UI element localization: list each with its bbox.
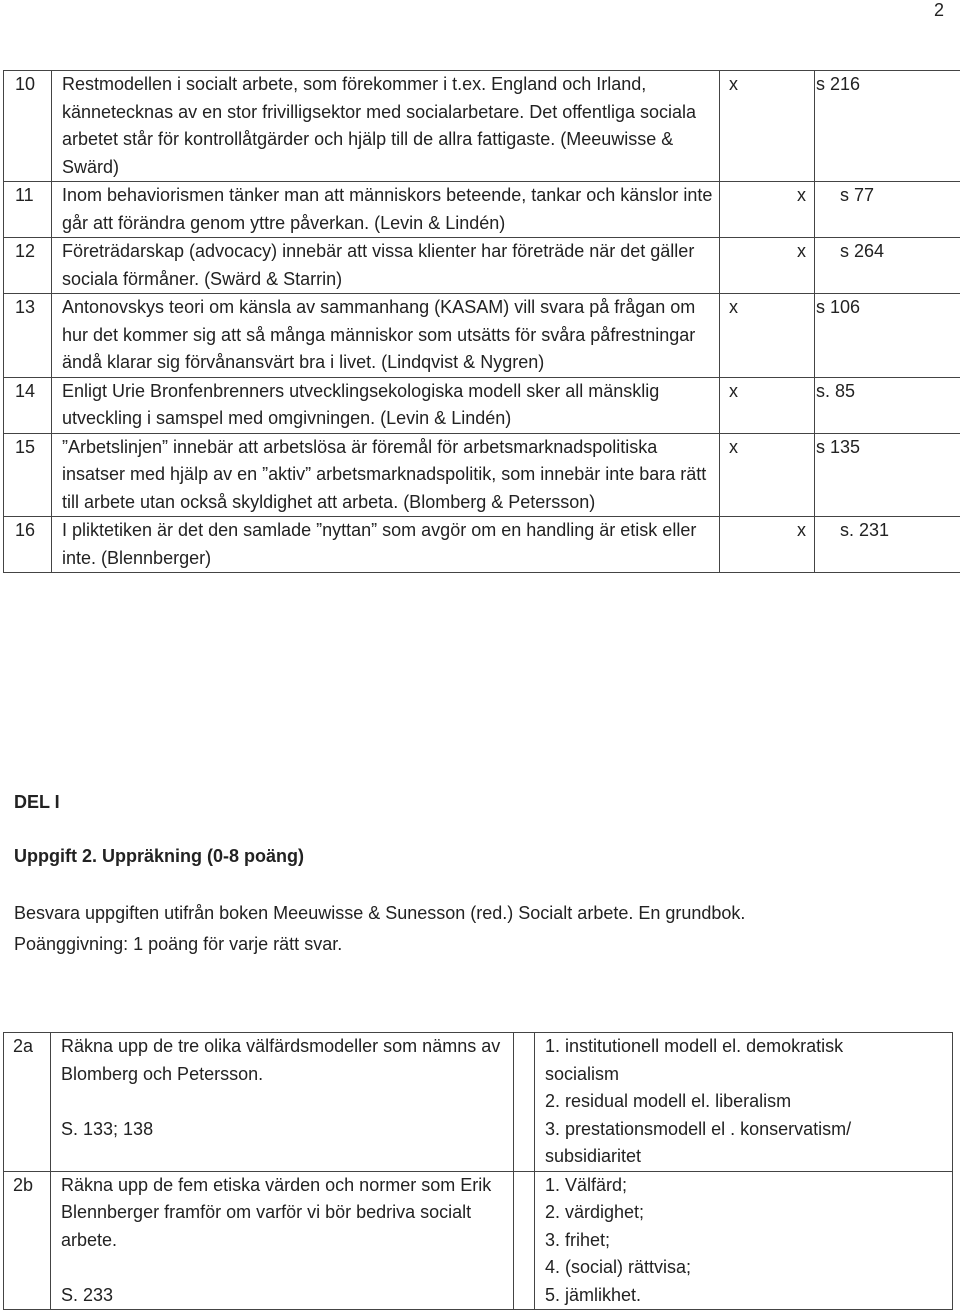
table-row bbox=[4, 238, 960, 294]
page-ref-cell bbox=[815, 377, 960, 433]
answer-line: 3. prestationsmodell el . konservatism/ bbox=[545, 1118, 852, 1139]
spacer-cell bbox=[514, 1171, 535, 1310]
row-number: 11 bbox=[4, 182, 52, 238]
answer-line: 1. Välfärd; bbox=[545, 1174, 628, 1195]
question-page-ref: S. 133; 138 bbox=[61, 1118, 154, 1139]
answer-mark: x bbox=[729, 74, 738, 94]
true-false-table bbox=[3, 70, 960, 573]
answer-line: 5. jämlikhet. bbox=[545, 1284, 642, 1305]
row-number: 16 bbox=[4, 517, 52, 573]
enumeration-table bbox=[3, 1032, 953, 1310]
page-ref-cell bbox=[815, 182, 960, 238]
page-ref-cell bbox=[815, 294, 960, 378]
statement-text: Antonovskys teori om känsla av sammanhang (KASAM) vill svara på frågan om hur det kommer sig att så många människor som utsätts för svåra påfrestningar ändå klarar sig förvånansvärt bra i livet. (Lindqvist & Nygren) bbox=[52, 294, 720, 378]
question-cell bbox=[51, 1171, 514, 1310]
answer-mark: x bbox=[729, 297, 738, 317]
table-row bbox=[4, 294, 960, 378]
answer-mark-cell bbox=[720, 377, 815, 433]
statement-text: I pliktetiken är det den samlade ”nyttan” som avgör om en handling är etisk eller inte. (Blennberger) bbox=[52, 517, 720, 573]
statement-text: Restmodellen i socialt arbete, som förekommer i t.ex. England och Irland, kännetecknas av en stor frivilligsektor med socialarbetare. Det offentliga sociala arbetet står för kontrollåtgärder och hjälp till de allra fattigaste. (Meeuwisse & Swärd) bbox=[52, 71, 720, 182]
row-number: 10 bbox=[4, 71, 52, 182]
answer-line: 4. (social) rättvisa; bbox=[545, 1257, 692, 1277]
question-text: Räkna upp de tre olika välfärdsmodeller som nämns av Blomberg och Petersson. bbox=[61, 1036, 501, 1084]
statement-text: Företrädarskap (advocacy) innebär att vissa klienter har företräde när det gäller sociala förmåner. (Swärd & Starrin) bbox=[52, 238, 720, 294]
answer-mark: x bbox=[797, 241, 806, 261]
task-number: 2b bbox=[4, 1171, 51, 1310]
page-ref-cell bbox=[815, 517, 960, 573]
answer-line: 1. institutionell modell el. demokratisk bbox=[545, 1036, 844, 1056]
statement-text: Inom behaviorismen tänker man att människors beteende, tankar och känslor inte går att förändra genom yttre påverkan. (Levin & Lindén) bbox=[52, 182, 720, 238]
instruction-line: Poänggivning: 1 poäng för varje rätt svar. bbox=[14, 934, 343, 954]
table-row bbox=[4, 1033, 953, 1172]
answer-line: subsidiaritet bbox=[545, 1146, 642, 1166]
answer-mark: x bbox=[729, 436, 738, 457]
statement-text: Enligt Urie Bronfenbrenners utvecklingsekologiska modell sker all mänsklig utveckling i samspel med omgivningen. (Levin & Lindén) bbox=[52, 377, 720, 433]
answer-cell bbox=[535, 1033, 953, 1172]
table-row bbox=[4, 182, 960, 238]
page-ref: s 77 bbox=[840, 185, 875, 205]
task-title: Uppgift 2. Uppräkning (0-8 poäng) bbox=[14, 846, 304, 866]
question-cell bbox=[51, 1033, 514, 1172]
answer-line: 2. residual modell el. liberalism bbox=[545, 1091, 792, 1111]
answer-mark-cell bbox=[720, 294, 815, 378]
table-row bbox=[4, 377, 960, 433]
answer-line: socialism bbox=[545, 1063, 620, 1084]
page-ref: s 135 bbox=[816, 436, 861, 457]
table-row bbox=[4, 517, 960, 573]
page-ref: s. 85 bbox=[816, 380, 856, 401]
table-row bbox=[4, 71, 960, 182]
answer-mark-cell bbox=[720, 182, 815, 238]
spacer-cell bbox=[514, 1033, 535, 1172]
instruction-line: Besvara uppgiften utifrån boken Meeuwisse & Sunesson (red.) Socialt arbete. En grundbok. bbox=[14, 903, 746, 923]
answer-mark-cell bbox=[720, 517, 815, 573]
task-number: 2a bbox=[4, 1033, 51, 1172]
answer-mark: x bbox=[729, 380, 738, 401]
page-ref: s. 231 bbox=[840, 520, 890, 540]
answer-mark-cell bbox=[720, 71, 815, 182]
table-row bbox=[4, 433, 960, 517]
answer-mark: x bbox=[797, 520, 806, 540]
page-ref: s 106 bbox=[816, 297, 861, 317]
answer-cell bbox=[535, 1171, 953, 1310]
statement-text: ”Arbetslinjen” innebär att arbetslösa är föremål för arbetsmarknadspolitiska insatser med hjälp av en ”aktiv” arbetsmarknadspolitik, som innebär inte bara rätt till arbete utan också skyldighet att arbeta. (Blomberg & Petersson) bbox=[52, 433, 720, 517]
answer-line: 3. frihet; bbox=[545, 1229, 611, 1250]
row-number: 12 bbox=[4, 238, 52, 294]
answer-mark: x bbox=[797, 185, 806, 205]
answer-line: 2. värdighet; bbox=[545, 1202, 645, 1222]
page-number: 2 bbox=[933, 0, 944, 20]
answer-mark-cell bbox=[720, 433, 815, 517]
row-number: 15 bbox=[4, 433, 52, 517]
page-ref: s 264 bbox=[840, 241, 885, 261]
page-ref-cell bbox=[815, 71, 960, 182]
question-text: Räkna upp de fem etiska värden och normer som Erik Blennberger framför om varför vi bör bedriva socialt arbete. bbox=[61, 1174, 492, 1250]
page-ref-cell bbox=[815, 238, 960, 294]
row-number: 13 bbox=[4, 294, 52, 378]
page-ref-cell bbox=[815, 433, 960, 517]
page-ref: s 216 bbox=[816, 74, 861, 94]
table-row bbox=[4, 1171, 953, 1310]
question-page-ref: S. 233 bbox=[61, 1284, 114, 1305]
row-number: 14 bbox=[4, 377, 52, 433]
section-title: DEL I bbox=[14, 792, 60, 812]
answer-mark-cell bbox=[720, 238, 815, 294]
instructions bbox=[14, 898, 745, 960]
